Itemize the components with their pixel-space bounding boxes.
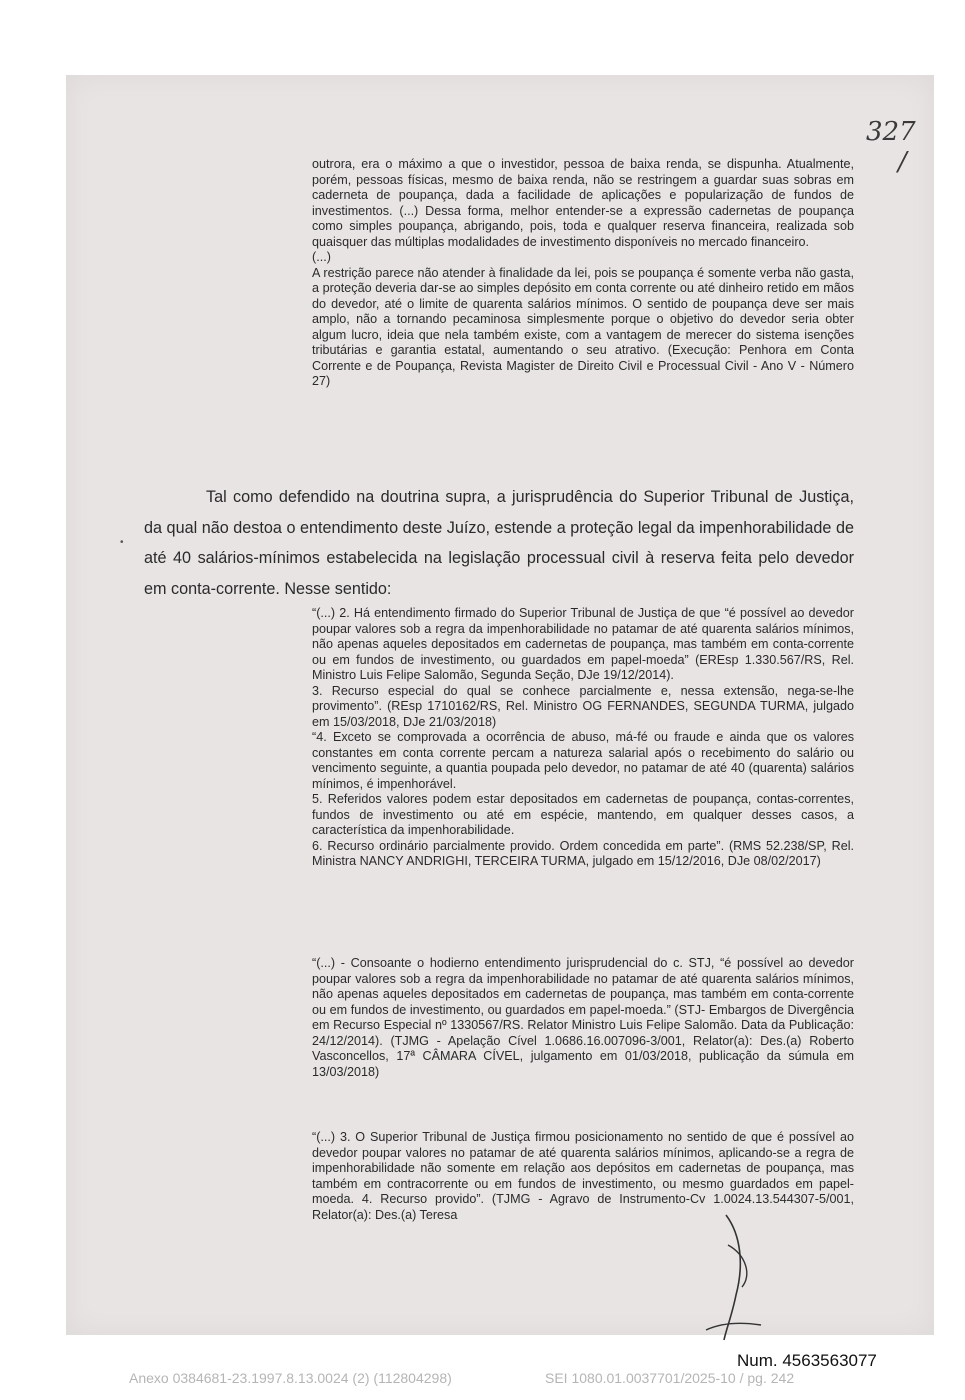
scan-dot: • [120, 537, 124, 548]
quote-paragraph: “(...) - Consoante o hodierno entendimento jurisprudencial do c. STJ, “é possível ao devedor poupar valores sob a regra da impenhorabilidade no patamar de até quarenta salários mínimos, não apenas aqueles depositados em cadernetas de poupança, mas também em conta-corrente ou em fundos de investimento, ou guardados em papel-moeda.” (STJ- Embargos de Divergência em Recurso Especial nº 1330567/RS. Relator Ministro Luis Felipe Salomão. Data da Publicação: 24/12/2014). (TJMG - Apelação Cível 1.0686.16.007096-3/001, Relator(a): Des.(a) Roberto Vasconcellos, 17ª CÂMARA CÍVEL, julgamento em 01/03/2018, publicação da súmula em 13/03/2018) [312, 956, 854, 1079]
footer-annex-reference: Anexo 0384681-23.1997.8.13.0024 (2) (112804298) [129, 1370, 452, 1386]
quote-paragraph: 5. Referidos valores podem estar depositados em cadernetas de poupança, contas-correntes, fundos de investimento ou até em espécie, mantendo, em qualquer desses casos, a característica da impenhorabilidade. [312, 792, 854, 837]
quote-paragraph: “4. Exceto se comprovada a ocorrência de abuso, má-fé ou fraude e ainda que os valores constantes em conta corrente percam a natureza salarial após o recebimento do salário ou vencimento seguinte, a quantia poupada pelo devedor, no patamar de até 40 (quarenta) salários mínimos, é impenhorável. [312, 730, 854, 791]
handwritten-mark: / [898, 147, 907, 177]
handwritten-signature [666, 1205, 826, 1345]
quote-paragraph: 6. Recurso ordinário parcialmente provido. Ordem concedida em parte”. (RMS 52.238/SP, Rel. Ministra NANCY ANDRIGHI, TERCEIRA TURMA, julgado em 15/12/2016, DJe 08/02/2017) [312, 838, 854, 868]
document-number: Num. 4563563077 [737, 1351, 877, 1370]
jurisprudence-quote-1 [312, 606, 854, 870]
quote-paragraph: outrora, era o máximo a que o investidor, pessoa de baixa renda, se dispunha. Atualmente, porém, pessoas físicas, mesmo de baixa renda, não se restringem a guardar suas sobras em caderneta de poupança, dada a facilidade de aplicações e popularização de fundos de investimentos. (...) Dessa forma, melhor entender-se a expressão cadernetas de poupança como simples poupança, abrigando, pois, toda e qualquer reserva financeira, realizada sob quaisquer das múltiplas modalidades de investimento disponíveis no mercado financeiro. [312, 157, 854, 249]
body-paragraph: Tal como defendido na doutrina supra, a jurisprudência do Superior Tribunal de Justiça, da qual não destoa o entendimento deste Juízo, estende a proteção legal da impenhorabilidade de até 40 salários-mínimos estabelecida na legislação processual civil à reserva feita pelo devedor em conta-corrente. Nesse sentido: [144, 488, 854, 598]
footer-sei-reference: SEI 1080.01.0037701/2025-10 / pg. 242 [545, 1370, 795, 1386]
quote-paragraph: A restrição parece não atender à finalidade da lei, pois se poupança é somente verba não gasta, a proteção deveria dar-se ao simples depósito em conta corrente ou até dinheiro retido em mãos do devedor, até o limite de quarenta salários mínimos. O sentido de poupança deve ser mais amplo, não a tornando pecaminosa simplesmente porque o objetivo do devedor seria obter algum lucro, ideia que nela também existe, com a vantagem de merecer do sistema isenções tributárias e garantia estatal, aumentando o seu atrativo. (Execução: Penhora em Conta Corrente e de Poupança, Revista Magister de Direito Civil e Processual Civil - Ano V - Número 27) [312, 265, 854, 388]
scanned-page [66, 75, 934, 1335]
quote-paragraph: “(...) 2. Há entendimento firmado do Superior Tribunal de Justiça de que “é possível ao devedor poupar valores sob a regra da impenhorabilidade no patamar de até quarenta salários mínimos, não apenas aqueles depositados em cadernetas de poupança, mas também em conta-corrente ou em fundos de investimento, ou guardados em papel-moeda” (EREsp 1.330.567/RS, Rel. Ministro Luis Felipe Salomão, Segunda Seção, DJe 19/12/2014). [312, 606, 854, 682]
quote-paragraph: “(...) 3. O Superior Tribunal de Justiça firmou posicionamento no sentido de que é possível ao devedor poupar valores no patamar de até quarenta salários mínimos, aplicando-se a regra de impenhorabilidade não somente em relação aos depósitos em cadernetas de poupança, mas também em contracorrente ou em fundos de investimento, ou mesmo guardados em papel-moeda. 4. Recurso provido”. (TJMG - Agravo de Instrumento-Cv 1.0024.13.544307-5/001, Relator(a): Des.(a) Teresa [312, 1130, 854, 1222]
handwritten-page-number: 327 [866, 117, 916, 147]
jurisprudence-quote-2 [312, 956, 854, 1080]
quote-ellipsis: (...) [312, 250, 331, 264]
quote-paragraph: 3. Recurso especial do qual se conhece parcialmente e, nessa extensão, nega-se-lhe provimento”. (REsp 1710162/RS, Rel. Ministro OG FERNANDES, SEGUNDA TURMA, julgado em 15/03/2018, DJe 21/03/2018) [312, 683, 854, 729]
doctrine-quote [312, 157, 854, 390]
